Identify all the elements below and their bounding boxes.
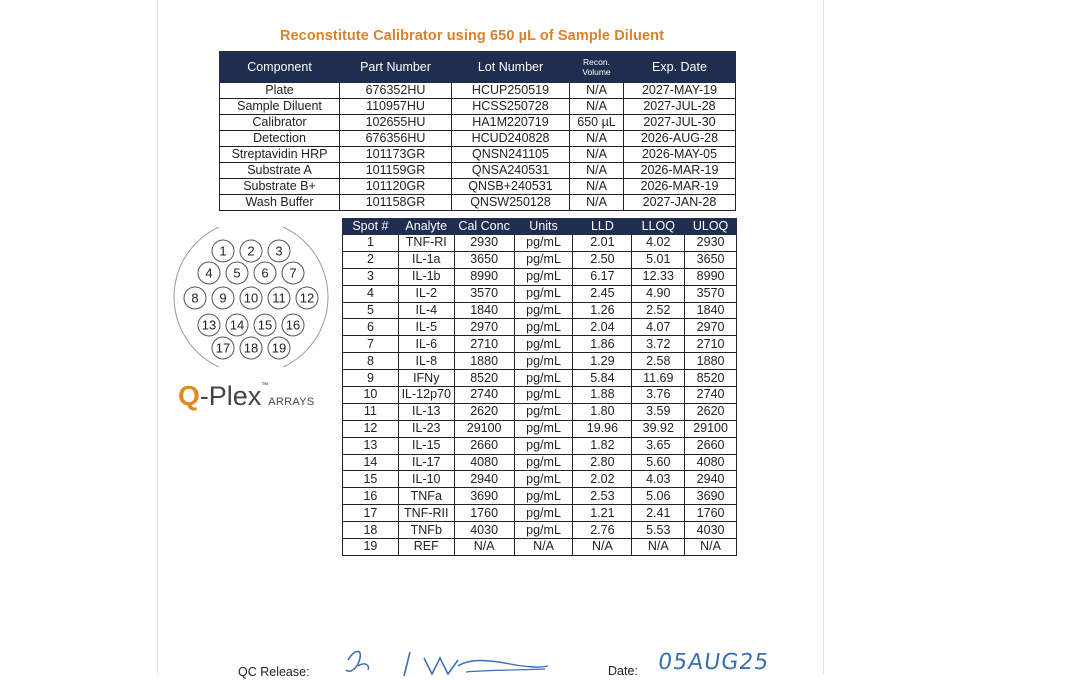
component-cell-exp-date: 2027-MAY-19	[624, 83, 736, 99]
analyte-cell-analyte: IL-1a	[398, 251, 454, 268]
component-cell-recon-volume: N/A	[570, 179, 624, 195]
analyte-cell-lld: 1.29	[573, 353, 632, 370]
header-volume: Volume	[582, 67, 611, 77]
analyte-cell-units: pg/mL	[514, 505, 573, 522]
analyte-cell-analyte: IL-23	[398, 420, 454, 437]
analyte-row	[343, 302, 737, 319]
component-cell-recon-volume: N/A	[570, 99, 624, 115]
analyte-cell-lld: 1.82	[573, 437, 632, 454]
analyte-cell-analyte: TNF-RI	[398, 235, 454, 252]
analyte-cell-units: pg/mL	[514, 471, 573, 488]
document-title: Reconstitute Calibrator using 650 µL of Sample Diluent	[279, 28, 665, 44]
analyte-table	[342, 218, 737, 556]
analyte-cell-spot: 14	[343, 454, 399, 471]
analyte-row	[343, 336, 737, 353]
analyte-row	[343, 235, 737, 252]
spot-diagram	[171, 227, 331, 367]
analyte-cell-lloq: 4.03	[632, 471, 685, 488]
analyte-cell-uloq: N/A	[685, 539, 737, 556]
analyte-cell-units: pg/mL	[514, 488, 573, 505]
spot-number: 2	[247, 243, 255, 259]
analyte-cell-spot: 9	[343, 370, 399, 387]
analyte-cell-analyte: IL-4	[398, 302, 454, 319]
component-cell-part-number: 676352HU	[340, 83, 452, 99]
logo-q: Q	[178, 380, 200, 411]
analyte-cell-lld: 2.02	[573, 471, 632, 488]
header-cal-conc: Cal Conc	[454, 219, 514, 235]
analyte-cell-spot: 4	[343, 285, 399, 302]
logo-tm: ™	[261, 382, 269, 389]
header-exp-date: Exp. Date	[624, 52, 736, 83]
analyte-cell-lld: 1.21	[573, 505, 632, 522]
header-spot: Spot #	[343, 219, 399, 235]
spot-number: 11	[272, 290, 286, 306]
analyte-cell-lloq: 39.92	[632, 420, 685, 437]
analyte-cell-analyte: IL-12p70	[398, 387, 454, 404]
analyte-cell-cal-conc: 1880	[454, 353, 514, 370]
analyte-cell-lld: 1.80	[573, 403, 632, 420]
component-cell-lot-number: HCUD240828	[452, 131, 570, 147]
analyte-row	[343, 268, 737, 285]
spot-number: 14	[229, 317, 245, 333]
spot-number: 3	[275, 243, 283, 259]
spot-number: 5	[233, 265, 241, 281]
component-row	[220, 179, 736, 195]
analyte-cell-cal-conc: 8520	[454, 370, 514, 387]
component-cell-exp-date: 2026-MAR-19	[624, 163, 736, 179]
analyte-row	[343, 403, 737, 420]
analyte-cell-analyte: IL-15	[398, 437, 454, 454]
analyte-cell-uloq: 29100	[685, 420, 737, 437]
header-analyte: Analyte	[398, 219, 454, 235]
component-cell-exp-date: 2027-JAN-28	[624, 195, 736, 211]
header-lloq: LLOQ	[632, 219, 685, 235]
analyte-row	[343, 522, 737, 539]
spot-number: 8	[191, 290, 199, 306]
component-row	[220, 147, 736, 163]
header-uloq: ULOQ	[685, 219, 737, 235]
component-cell-exp-date: 2026-AUG-28	[624, 131, 736, 147]
analyte-cell-units: pg/mL	[514, 302, 573, 319]
analyte-cell-spot: 2	[343, 251, 399, 268]
analyte-cell-lld: 2.04	[573, 319, 632, 336]
header-part-number: Part Number	[340, 52, 452, 83]
analyte-cell-uloq: 1840	[685, 302, 737, 319]
qc-release-label: QC Release:	[238, 665, 310, 679]
analyte-cell-spot: 18	[343, 522, 399, 539]
analyte-cell-units: pg/mL	[514, 387, 573, 404]
analyte-cell-uloq: 8520	[685, 370, 737, 387]
analyte-cell-spot: 7	[343, 336, 399, 353]
analyte-cell-lld: 2.01	[573, 235, 632, 252]
analyte-cell-lloq: 4.02	[632, 235, 685, 252]
analyte-cell-lloq: 4.90	[632, 285, 685, 302]
analyte-cell-uloq: 2620	[685, 403, 737, 420]
analyte-cell-lld: 1.88	[573, 387, 632, 404]
analyte-cell-lloq: 2.58	[632, 353, 685, 370]
q-plex-logo	[178, 380, 315, 412]
analyte-cell-uloq: 1880	[685, 353, 737, 370]
component-cell-exp-date: 2026-MAR-19	[624, 179, 736, 195]
analyte-cell-lloq: 3.65	[632, 437, 685, 454]
analyte-cell-cal-conc: 2930	[454, 235, 514, 252]
logo-plex: -Plex	[199, 381, 262, 411]
analyte-cell-spot: 5	[343, 302, 399, 319]
analyte-cell-lloq: 12.33	[632, 268, 685, 285]
component-cell-component: Detection	[220, 131, 340, 147]
component-cell-part-number: 101159GR	[340, 163, 452, 179]
header-component: Component	[220, 52, 340, 83]
component-row	[220, 115, 736, 131]
analyte-cell-uloq: 2940	[685, 471, 737, 488]
analyte-cell-uloq: 1760	[685, 505, 737, 522]
analyte-cell-uloq: 2930	[685, 235, 737, 252]
analyte-cell-uloq: 3570	[685, 285, 737, 302]
component-row	[220, 83, 736, 99]
analyte-row	[343, 319, 737, 336]
analyte-cell-analyte: IL-5	[398, 319, 454, 336]
analyte-cell-analyte: IL-13	[398, 403, 454, 420]
spot-number: 17	[215, 340, 231, 356]
analyte-row	[343, 454, 737, 471]
spot-number: 13	[201, 317, 217, 333]
analyte-cell-lloq: 2.41	[632, 505, 685, 522]
analyte-cell-lloq: 5.01	[632, 251, 685, 268]
analyte-cell-cal-conc: 2660	[454, 437, 514, 454]
component-cell-recon-volume: N/A	[570, 131, 624, 147]
component-cell-lot-number: QNSA240531	[452, 163, 570, 179]
analyte-cell-cal-conc: 2970	[454, 319, 514, 336]
component-table	[219, 51, 736, 211]
analyte-cell-units: pg/mL	[514, 336, 573, 353]
component-cell-recon-volume: N/A	[570, 195, 624, 211]
analyte-cell-cal-conc: 2710	[454, 336, 514, 353]
analyte-cell-analyte: REF	[398, 539, 454, 556]
component-cell-exp-date: 2027-JUL-28	[624, 99, 736, 115]
analyte-cell-units: pg/mL	[514, 285, 573, 302]
analyte-cell-cal-conc: 2740	[454, 387, 514, 404]
spot-number: 1	[219, 243, 227, 259]
analyte-cell-analyte: IL-8	[398, 353, 454, 370]
analyte-cell-cal-conc: N/A	[454, 539, 514, 556]
component-cell-recon-volume: N/A	[570, 83, 624, 99]
header-recon-volume	[570, 52, 624, 83]
analyte-cell-lloq: 5.06	[632, 488, 685, 505]
analyte-cell-uloq: 2740	[685, 387, 737, 404]
analyte-cell-units: pg/mL	[514, 235, 573, 252]
analyte-cell-uloq: 4030	[685, 522, 737, 539]
component-cell-lot-number: HA1M220719	[452, 115, 570, 131]
analyte-cell-lld: 2.80	[573, 454, 632, 471]
analyte-cell-spot: 17	[343, 505, 399, 522]
analyte-cell-uloq: 2970	[685, 319, 737, 336]
component-cell-component: Sample Diluent	[220, 99, 340, 115]
analyte-cell-cal-conc: 2940	[454, 471, 514, 488]
analyte-cell-cal-conc: 3690	[454, 488, 514, 505]
analyte-cell-uloq: 3690	[685, 488, 737, 505]
analyte-cell-uloq: 4080	[685, 454, 737, 471]
analyte-cell-spot: 12	[343, 420, 399, 437]
analyte-cell-analyte: TNFb	[398, 522, 454, 539]
component-cell-part-number: 110957HU	[340, 99, 452, 115]
analyte-cell-spot: 15	[343, 471, 399, 488]
analyte-cell-lloq: 4.07	[632, 319, 685, 336]
analyte-row	[343, 353, 737, 370]
analyte-row	[343, 488, 737, 505]
analyte-cell-lld: 5.84	[573, 370, 632, 387]
analyte-cell-lloq: 3.76	[632, 387, 685, 404]
component-cell-component: Substrate A	[220, 163, 340, 179]
analyte-cell-units: pg/mL	[514, 251, 573, 268]
spot-number: 12	[299, 290, 315, 306]
analyte-cell-cal-conc: 3570	[454, 285, 514, 302]
analyte-row	[343, 505, 737, 522]
component-cell-lot-number: HCUP250519	[452, 83, 570, 99]
release-date-value: 05AUG25	[656, 650, 771, 675]
spot-number: 7	[289, 265, 297, 281]
analyte-cell-lld: 1.26	[573, 302, 632, 319]
component-cell-lot-number: HCSS250728	[452, 99, 570, 115]
spot-number: 4	[205, 265, 213, 281]
component-cell-component: Streptavidin HRP	[220, 147, 340, 163]
analyte-cell-units: pg/mL	[514, 522, 573, 539]
analyte-row	[343, 437, 737, 454]
analyte-cell-uloq: 3650	[685, 251, 737, 268]
analyte-cell-lld: 6.17	[573, 268, 632, 285]
analyte-cell-units: pg/mL	[514, 420, 573, 437]
analyte-cell-analyte: IFNy	[398, 370, 454, 387]
analyte-cell-units: N/A	[514, 539, 573, 556]
analyte-cell-lld: 2.50	[573, 251, 632, 268]
analyte-cell-units: pg/mL	[514, 353, 573, 370]
analyte-cell-cal-conc: 1840	[454, 302, 514, 319]
component-cell-part-number: 101173GR	[340, 147, 452, 163]
analyte-cell-analyte: IL-17	[398, 454, 454, 471]
component-cell-component: Wash Buffer	[220, 195, 340, 211]
analyte-cell-uloq: 2710	[685, 336, 737, 353]
spot-number: 10	[243, 290, 259, 306]
analyte-cell-spot: 6	[343, 319, 399, 336]
analyte-cell-cal-conc: 4080	[454, 454, 514, 471]
component-cell-component: Calibrator	[220, 115, 340, 131]
component-cell-lot-number: QNSB+240531	[452, 179, 570, 195]
analyte-cell-analyte: IL-2	[398, 285, 454, 302]
analyte-cell-cal-conc: 3650	[454, 251, 514, 268]
component-row	[220, 99, 736, 115]
analyte-cell-units: pg/mL	[514, 454, 573, 471]
component-cell-part-number: 101120GR	[340, 179, 452, 195]
analyte-cell-units: pg/mL	[514, 268, 573, 285]
analyte-cell-analyte: IL-10	[398, 471, 454, 488]
spot-number: 16	[285, 317, 301, 333]
component-cell-recon-volume: N/A	[570, 163, 624, 179]
spot-number: 19	[271, 340, 287, 356]
analyte-cell-lld: 2.45	[573, 285, 632, 302]
analyte-cell-uloq: 8990	[685, 268, 737, 285]
logo-arrays: ARRAYS	[268, 396, 315, 408]
analyte-cell-spot: 13	[343, 437, 399, 454]
qc-signature	[340, 640, 555, 680]
analyte-cell-spot: 11	[343, 403, 399, 420]
analyte-row	[343, 387, 737, 404]
analyte-cell-units: pg/mL	[514, 370, 573, 387]
analyte-cell-spot: 19	[343, 539, 399, 556]
analyte-cell-spot: 1	[343, 235, 399, 252]
spot-number: 15	[257, 317, 273, 333]
date-label: Date:	[608, 664, 638, 678]
component-cell-exp-date: 2027-JUL-30	[624, 115, 736, 131]
analyte-cell-lld: N/A	[573, 539, 632, 556]
analyte-cell-analyte: IL-6	[398, 336, 454, 353]
analyte-cell-lld: 2.76	[573, 522, 632, 539]
component-cell-recon-volume: 650 µL	[570, 115, 624, 131]
analyte-cell-analyte: TNFa	[398, 488, 454, 505]
analyte-cell-units: pg/mL	[514, 403, 573, 420]
analyte-row	[343, 285, 737, 302]
component-cell-lot-number: QNSN241105	[452, 147, 570, 163]
header-recon: Recon.	[583, 57, 610, 67]
header-lld: LLD	[573, 219, 632, 235]
analyte-cell-analyte: TNF-RII	[398, 505, 454, 522]
analyte-cell-cal-conc: 1760	[454, 505, 514, 522]
analyte-cell-lld: 1.86	[573, 336, 632, 353]
spot-number: 6	[261, 265, 269, 281]
analyte-cell-cal-conc: 29100	[454, 420, 514, 437]
analyte-cell-lloq: 2.52	[632, 302, 685, 319]
component-cell-component: Substrate B+	[220, 179, 340, 195]
component-cell-recon-volume: N/A	[570, 147, 624, 163]
component-cell-component: Plate	[220, 83, 340, 99]
analyte-cell-spot: 10	[343, 387, 399, 404]
header-units: Units	[514, 219, 573, 235]
component-row	[220, 163, 736, 179]
analyte-cell-spot: 8	[343, 353, 399, 370]
spot-number: 18	[243, 340, 259, 356]
analyte-cell-lloq: 3.72	[632, 336, 685, 353]
component-cell-exp-date: 2026-MAY-05	[624, 147, 736, 163]
component-cell-part-number: 102655HU	[340, 115, 452, 131]
analyte-cell-units: pg/mL	[514, 437, 573, 454]
analyte-cell-analyte: IL-1b	[398, 268, 454, 285]
component-row	[220, 131, 736, 147]
analyte-cell-lloq: 3.59	[632, 403, 685, 420]
component-cell-lot-number: QNSW250128	[452, 195, 570, 211]
header-lot-number: Lot Number	[452, 52, 570, 83]
analyte-row	[343, 420, 737, 437]
analyte-cell-uloq: 2660	[685, 437, 737, 454]
analyte-row	[343, 539, 737, 556]
analyte-row	[343, 471, 737, 488]
component-table-header	[220, 52, 736, 83]
analyte-cell-lloq: 5.53	[632, 522, 685, 539]
spot-number: 9	[219, 290, 227, 306]
analyte-cell-units: pg/mL	[514, 319, 573, 336]
analyte-cell-lld: 19.96	[573, 420, 632, 437]
component-row	[220, 195, 736, 211]
analyte-cell-spot: 16	[343, 488, 399, 505]
analyte-cell-cal-conc: 8990	[454, 268, 514, 285]
component-cell-part-number: 676356HU	[340, 131, 452, 147]
analyte-cell-lloq: 5.60	[632, 454, 685, 471]
analyte-cell-lloq: 11.69	[632, 370, 685, 387]
component-cell-part-number: 101158GR	[340, 195, 452, 211]
analyte-cell-cal-conc: 4030	[454, 522, 514, 539]
analyte-row	[343, 370, 737, 387]
analyte-cell-lloq: N/A	[632, 539, 685, 556]
analyte-table-header	[343, 219, 737, 235]
analyte-row	[343, 251, 737, 268]
analyte-cell-spot: 3	[343, 268, 399, 285]
analyte-cell-cal-conc: 2620	[454, 403, 514, 420]
analyte-cell-lld: 2.53	[573, 488, 632, 505]
